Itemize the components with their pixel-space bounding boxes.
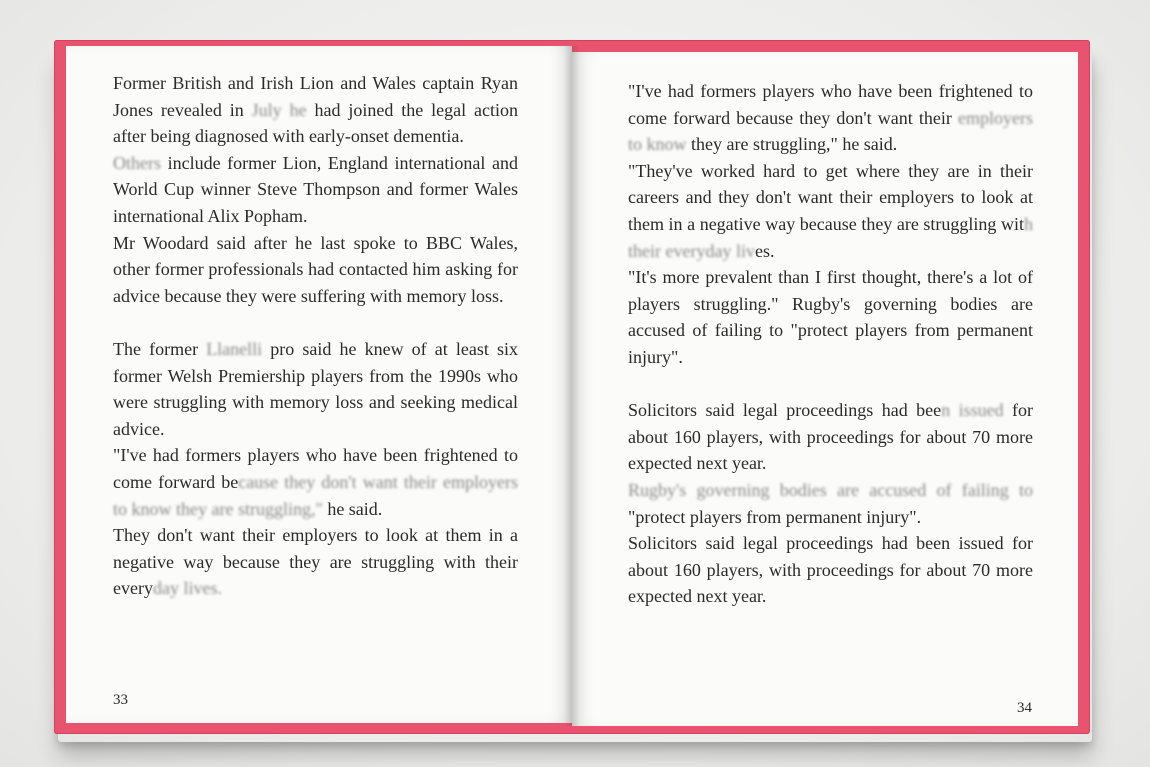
right-page-text [628, 78, 1033, 610]
paragraph: Rugby's governing bodies are accused of failing to "protect players from permanent injury". [628, 479, 1033, 527]
right-page [572, 52, 1078, 726]
paragraph: "They've worked hard to get where they are in their careers and they don't want their employers to look at them in a negative way because they are struggling with their everyday lives. [628, 160, 1033, 261]
paragraph: Solicitors said legal proceedings had been issued for about 160 players, with proceedings for about 70 more expected next year. [628, 533, 1033, 607]
paragraph: They don't want their employers to look at them in a negative way because they are struggling with their everyday lives. [113, 525, 518, 599]
obscured-text: Others [113, 152, 161, 173]
paragraph: Others include former Lion, England international and World Cup winner Steve Thompson and former Wales international Alix Popham. [113, 152, 518, 226]
paragraph: Former British and Irish Lion and Wales captain Ryan Jones revealed in July he had joined the legal action after being diagnosed with early-onset dementia. [113, 73, 518, 147]
paragraph: "I've had formers players who have been frightened to come forward because they don't want their employers to know they are struggling," he said. [628, 81, 1033, 155]
obscured-text: employers to know [628, 107, 1033, 155]
paragraph: "It's more prevalent than I first thought, there's a lot of players struggling." Rugby's governing bodies are accused of failing to "protect players from permanent injury". [628, 267, 1033, 367]
page-number: 34 [1017, 700, 1032, 716]
obscured-text: cause they don't want their employers to know they are struggling," [113, 471, 518, 519]
book-gutter [564, 46, 580, 726]
obscured-text: day lives. [152, 578, 222, 599]
obscured-text: July he [251, 99, 307, 120]
paragraph: The former Llanelli pro said he knew of at least six former Welsh Premiership players from the 1990s who were struggling with memory loss and seeking medical advice. [113, 338, 518, 439]
paragraph: "I've had formers players who have been frightened to come forward because they don't want their employers to know they are struggling," he said. [113, 445, 518, 519]
page-number: 33 [113, 692, 128, 708]
paragraph: Solicitors said legal proceedings had been issued for about 160 players, with proceedings for about 70 more expected next year. [628, 400, 1034, 474]
obscured-text: Rugby's governing bodies are accused of failing to [628, 479, 1033, 500]
obscured-text: n issued [941, 400, 1004, 421]
left-page [66, 46, 572, 723]
obscured-text: Llanelli [206, 338, 263, 359]
left-page-text [113, 70, 518, 602]
paragraph: Mr Woodard said after he last spoke to BBC Wales, other former professionals had contacted him asking for advice because they were suffering with memory loss. [113, 232, 518, 306]
obscured-text: h their everyday liv [628, 213, 1033, 261]
